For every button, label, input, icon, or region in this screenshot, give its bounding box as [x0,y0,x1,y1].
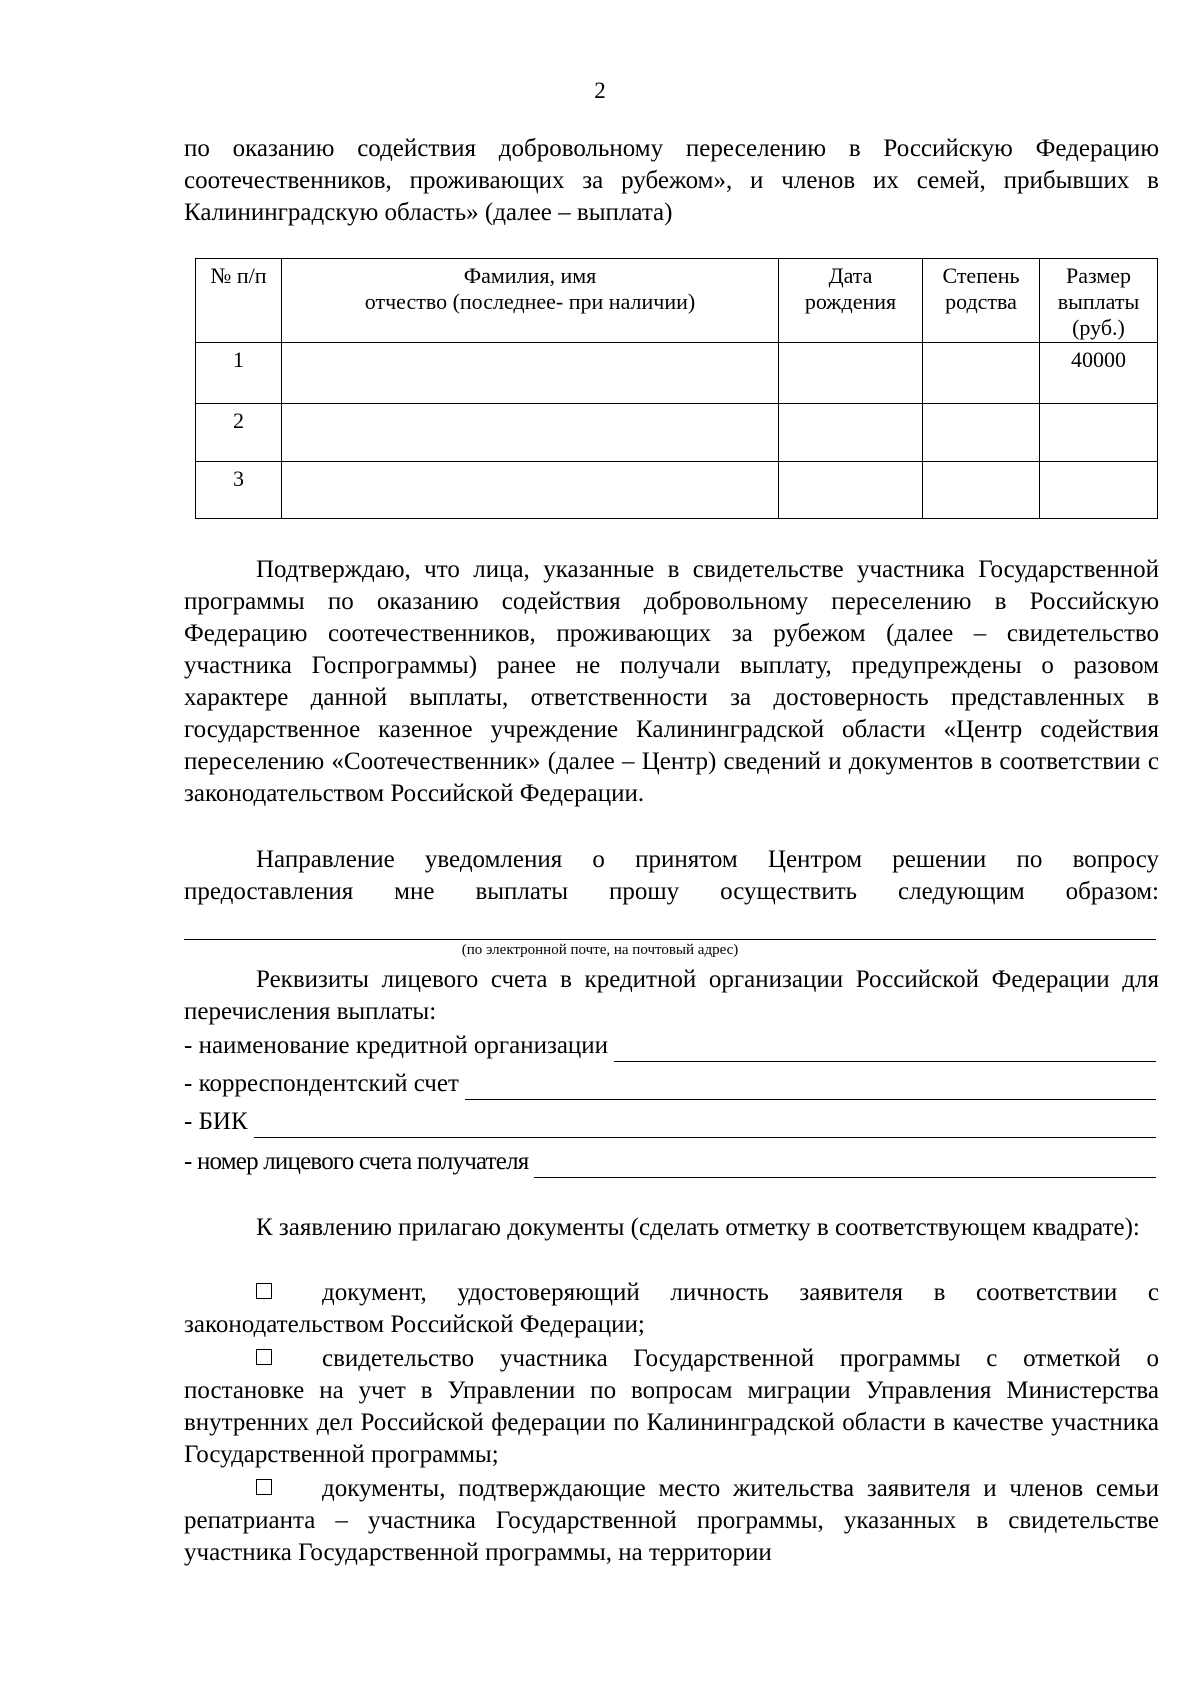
header-birth-date: Дата рождения [779,259,923,343]
cell-birth-date[interactable] [779,404,923,462]
notification-method-caption: (по электронной почте, на почтовый адрес) [461,942,739,958]
document-item-certificate-label: свидетельство участника Государственной программы с отметкой о постановке на учет в Управлении по вопросам миграции Управления Министерства внутренних дел Российской федерации по Калининградской области в качестве участника Государственной программы; [184,1345,1159,1468]
cell-full-name[interactable] [282,343,779,404]
cell-birth-date[interactable] [779,462,923,519]
table-row [196,343,1158,404]
table-row [196,404,1158,462]
header-full-name: Фамилия, имя отчество (последнее- при наличии) [282,259,779,343]
cell-payment-amount[interactable] [1040,462,1158,519]
bank-name-input-line[interactable] [614,1037,1156,1062]
intro-paragraph: по оказанию содействия добровольному переселению в Российскую Федерацию соотечественников, проживающих за рубежом», и членов их семей, прибывших в Калининградскую область» (далее – выплата) [184,135,1159,226]
checkbox-icon[interactable] [256,1479,272,1495]
header-relation: Степень родства [923,259,1040,343]
cell-relation[interactable] [923,404,1040,462]
confirmation-paragraph: Подтверждаю, что лица, указанные в свидетельстве участника Государственной программы по оказанию содействия добровольному переселению в Российскую Федерацию соотечественников, проживающих за рубежом (далее – свидетельство участника Госпрограммы) ранее не получали выплату, предупреждены о разовом характере данной выплаты, ответственности за достоверность представленных в государственное казенное учреждение Калининградской области «Центр содействия переселению «Соотечественник» (далее – Центр) сведений и документов в соответствии с законодательством Российской Федерации. [184,556,1159,807]
cell-payment-amount[interactable] [1040,404,1158,462]
header-num: № п/п [196,259,282,343]
bik-label: - БИК [184,1108,248,1135]
document-item-identity [184,1277,1159,1341]
page-number: 2 [594,78,606,103]
header-payment-amount: Размер выплаты (руб.) [1040,259,1158,343]
cell-relation[interactable] [923,343,1040,404]
cell-payment-amount: 40000 [1040,343,1158,404]
account-number-label: - номер лицевого счета получателя [184,1148,529,1175]
notification-method-line[interactable] [184,935,1156,940]
document-item-residence-label: документы, подтверждающие место жительства заявителя и членов семьи репатрианта – участника Государственной программы, указанных в свидетельстве участника Государственной программы, на территории [184,1475,1159,1566]
document-item-certificate [184,1343,1159,1471]
corr-account-field [184,1068,1156,1100]
checkbox-icon[interactable] [256,1349,272,1365]
bank-name-label: - наименование кредитной организации [184,1032,609,1059]
requisites-paragraph: Реквизиты лицевого счета в кредитной организации Российской Федерации для перечисления выплаты: [184,966,1159,1025]
bik-input-line[interactable] [254,1113,1156,1138]
cell-birth-date[interactable] [779,343,923,404]
checkbox-icon[interactable] [256,1283,272,1299]
table-header-row [196,259,1158,343]
cell-num: 3 [196,462,282,519]
cell-num: 1 [196,343,282,404]
document-item-identity-label: документ, удостоверяющий личность заявителя в соответствии с законодательством Российской Федерации; [184,1279,1159,1338]
account-number-input-line[interactable] [534,1153,1156,1178]
bik-field [184,1106,1156,1138]
table-row [196,462,1158,519]
account-number-field [184,1146,1156,1178]
cell-relation[interactable] [923,462,1040,519]
documents-intro: К заявлению прилагаю документы (сделать отметку в соответствующем квадрате): [256,1214,1140,1241]
cell-full-name[interactable] [282,462,779,519]
corr-account-input-line[interactable] [465,1075,1156,1100]
cell-num: 2 [196,404,282,462]
document-item-residence [184,1473,1159,1569]
corr-account-label: - корреспондентский счет [184,1070,459,1097]
cell-full-name[interactable] [282,404,779,462]
bank-name-field [184,1030,1156,1062]
payment-table [195,258,1158,519]
notification-paragraph: Направление уведомления о принятом Центром решении по вопросу предоставления мне выплаты прошу осуществить следующим образом: [184,846,1159,905]
